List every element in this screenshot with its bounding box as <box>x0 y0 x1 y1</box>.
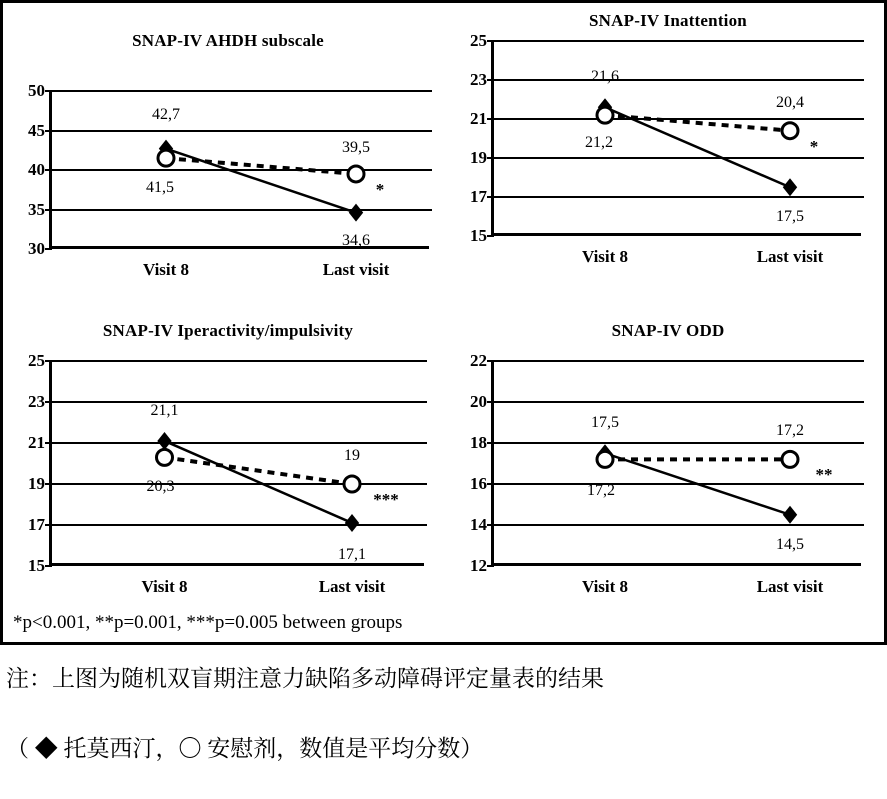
y-axis-tick-label: 17 <box>470 187 487 206</box>
y-axis-tick-label: 25 <box>28 351 45 370</box>
significance-marker: ** <box>815 465 833 485</box>
series-line-1 <box>605 453 790 515</box>
data-point-circle <box>157 449 173 465</box>
y-axis-tick-label: 16 <box>470 474 487 493</box>
y-axis-tick-label: 50 <box>28 81 45 100</box>
caption-line-2: （ ◆ 托莫西汀，〇 安慰剂，数值是平均分数） <box>6 736 484 761</box>
y-axis-tick-mark <box>45 524 52 526</box>
data-point-circle <box>597 451 613 467</box>
y-axis-tick-label: 40 <box>28 160 45 179</box>
significance-marker: * <box>809 136 819 156</box>
y-axis-tick-mark <box>487 524 494 526</box>
y-axis-tick-label: 12 <box>470 556 487 575</box>
y-axis-tick-mark <box>45 483 52 485</box>
y-axis-tick-mark <box>45 209 52 211</box>
x-axis-category-label: Last visit <box>322 260 390 279</box>
y-axis-tick-mark <box>45 565 52 567</box>
series-layer <box>494 41 864 236</box>
y-axis-tick-label: 23 <box>28 392 45 411</box>
y-axis-tick-mark <box>487 360 494 362</box>
data-value-label: 20,3 <box>146 478 175 496</box>
y-axis-tick-mark <box>487 483 494 485</box>
data-value-label: 42,7 <box>152 105 180 123</box>
y-axis-tick-mark <box>487 401 494 403</box>
data-point-circle <box>348 166 364 182</box>
series-layer <box>52 91 432 249</box>
y-axis-tick-mark <box>45 130 52 132</box>
y-axis-tick-label: 25 <box>470 31 487 50</box>
data-value-label: 14,5 <box>776 535 804 553</box>
y-axis-tick-label: 14 <box>470 515 487 534</box>
y-axis-tick-mark <box>487 40 494 42</box>
y-axis-tick-label: 20 <box>470 392 487 411</box>
data-value-label: 20,4 <box>776 93 804 111</box>
significance-marker: *** <box>373 490 399 509</box>
series-line-2 <box>605 115 790 131</box>
data-point-circle <box>782 451 798 467</box>
data-value-label: 17,5 <box>776 208 804 226</box>
y-axis-tick-label: 35 <box>28 199 45 219</box>
y-axis-tick-label: 18 <box>470 433 487 452</box>
chart-title: SNAP-IV Inattention <box>589 11 747 30</box>
y-axis-tick-mark <box>487 196 494 198</box>
chart-title: SNAP-IV AHDH subscale <box>132 31 324 50</box>
series-line-1 <box>166 149 356 213</box>
data-value-label: 39,5 <box>342 138 370 156</box>
y-axis-tick-label: 21 <box>28 433 45 452</box>
plot-area <box>470 351 861 596</box>
y-axis-tick-mark <box>45 169 52 171</box>
x-axis-category-label: Last visit <box>756 577 824 596</box>
plot-area <box>28 351 424 596</box>
series-line-2 <box>166 158 356 174</box>
data-point-circle <box>344 476 360 492</box>
y-axis-tick-mark <box>487 79 494 81</box>
y-axis-tick-mark <box>45 248 52 250</box>
significance-footnote: *p<0.001, **p=0.001, ***p=0.005 between groups <box>13 612 403 633</box>
y-axis-tick-mark <box>487 235 494 237</box>
chart-panel-3 <box>13 313 443 633</box>
data-value-label: 21,2 <box>585 134 613 152</box>
x-axis-category-label: Last visit <box>756 247 824 266</box>
x-axis-category-label: Visit 8 <box>581 577 629 596</box>
chart-panel-4 <box>453 313 883 633</box>
y-axis-tick-mark <box>45 401 52 403</box>
y-axis-tick-mark <box>487 442 494 444</box>
y-axis-tick-label: 15 <box>470 226 487 245</box>
y-axis-tick-mark <box>45 442 52 444</box>
caption-line-1: 注：上图为随机双盲期注意力缺陷多动障碍评定量表的结果 <box>6 666 604 691</box>
plot-area <box>28 81 429 279</box>
x-axis-category-label: Last visit <box>318 577 386 596</box>
x-axis-category-label: Visit 8 <box>581 247 629 266</box>
x-axis-category-label: Visit 8 <box>141 577 188 596</box>
data-value-label: 34,6 <box>342 231 370 249</box>
data-value-label: 17,1 <box>338 545 366 563</box>
y-axis-tick-mark <box>45 360 52 362</box>
chart-title: SNAP-IV ODD <box>611 321 725 340</box>
significance-marker: * <box>375 179 385 199</box>
data-value-label: 21,1 <box>150 401 179 419</box>
chart-title: SNAP-IV Iperactivity/impulsivity <box>102 321 354 340</box>
data-point-diamond <box>157 432 171 450</box>
y-axis-tick-label: 19 <box>470 148 487 167</box>
data-value-label: 41,5 <box>146 179 174 197</box>
y-axis-tick-label: 15 <box>28 556 45 575</box>
y-axis-tick-label: 19 <box>28 474 45 493</box>
data-value-label: 17,2 <box>776 422 804 440</box>
data-value-label: 17,5 <box>591 414 619 432</box>
chart-panel-1 <box>13 23 443 313</box>
data-point-diamond <box>349 204 363 222</box>
y-axis-tick-mark <box>487 118 494 120</box>
data-point-circle <box>782 123 798 139</box>
y-axis-tick-label: 23 <box>470 70 487 89</box>
y-axis-tick-mark <box>487 157 494 159</box>
y-axis-tick-label: 22 <box>470 351 487 370</box>
y-axis-tick-mark <box>45 90 52 92</box>
series-line-2 <box>165 457 353 484</box>
y-axis-tick-label: 45 <box>28 120 45 140</box>
data-point-diamond <box>783 506 797 524</box>
y-axis-tick-mark <box>487 565 494 567</box>
chart-panel-2 <box>453 3 883 313</box>
data-point-circle <box>158 150 174 166</box>
x-axis-category-label: Visit 8 <box>142 260 190 279</box>
plot-area <box>470 31 861 266</box>
data-value-label: 21,6 <box>591 68 619 86</box>
series-layer <box>52 361 427 566</box>
y-axis-tick-label: 17 <box>28 515 45 534</box>
series-layer <box>494 361 864 566</box>
y-axis-tick-label: 30 <box>28 239 45 258</box>
data-point-diamond <box>345 514 359 532</box>
data-value-label: 17,2 <box>587 482 615 500</box>
data-point-diamond <box>783 178 797 196</box>
y-axis-tick-label: 21 <box>470 109 487 128</box>
data-value-label: 19 <box>344 447 360 464</box>
data-point-circle <box>597 107 613 123</box>
